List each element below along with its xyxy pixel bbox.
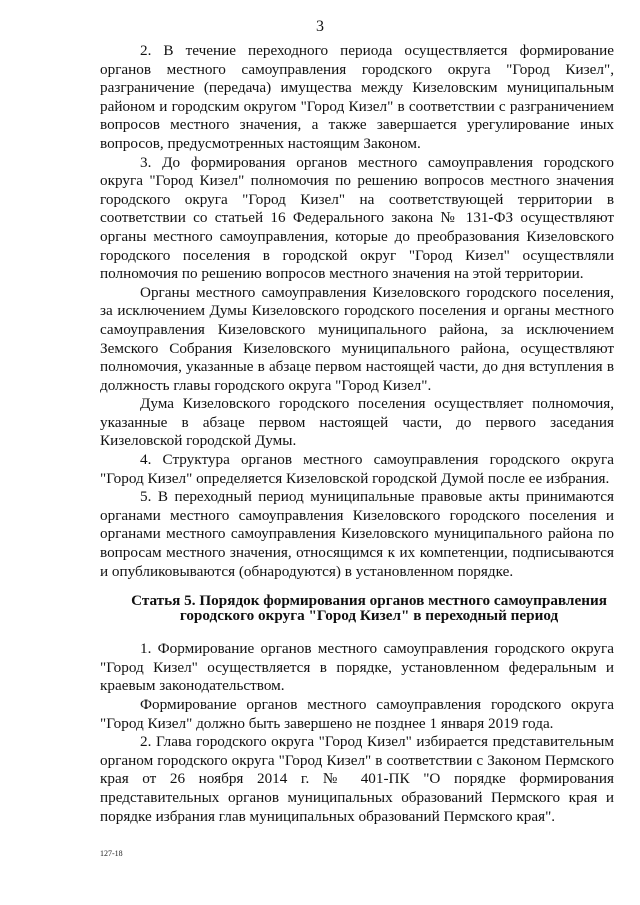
paragraph-transition-period: 2. В течение переходного периода осуществляется формирование органов местного самоуправления городского округа "Город Кизел", разграничение (передача) имущества между Кизеловским муниципальным районом и городским округом "Город Кизел" в соответствии с разграничением вопросов местного значения, а также завершается урегулирование иных вопросов, предусмотренных настоящим Законом. [100, 42, 614, 152]
paragraph-head-election: 2. Глава городского округа "Город Кизел" избирается представительным органом городского округа "Город Кизел" в соответствии с Законом Пермского края от 26 ноября 2014 г. № 401-ПК "О порядке формирования представительных органов муниципальных образований Пермского края и порядке избрания глав муниципальных образований Пермского края". [100, 733, 614, 825]
paragraph-legal-acts: 5. В переходный период муниципальные правовые акты принимаются органами местного самоуправления Кизеловского городского поселения и органами местного самоуправления Кизеловского муниципального района по вопросам местного значения, относящимся к их компетенции, подписываются и опубликовываются (обнародуются) в установленном порядке. [100, 488, 614, 580]
paragraph-duma-powers: Дума Кизеловского городского поселения осуществляет полномочия, указанные в абзаце первом настоящей части, до первого заседания Кизеловской городской Думы. [100, 395, 614, 450]
paragraph-structure: 4. Структура органов местного самоуправления городского округа "Город Кизел" определяется Кизеловской городской Думой после ее избрания. [100, 451, 614, 487]
document-code: 127-18 [100, 849, 123, 858]
document-body [100, 42, 614, 826]
paragraph-powers-before-formation: 3. До формирования органов местного самоуправления городского округа "Город Кизел" полномочия по решению вопросов местного значения городского округа "Город Кизел" на соответствующей территории в соответствии со статьей 16 Федерального закона № 131-ФЗ осуществляют органы местного самоуправления, которые до преобразования Кизеловского городского поселения в городской округ "Город Кизел" осуществляли полномочия по решению вопросов местного значения на этой территории. [100, 153, 614, 283]
paragraph-formation-order: 1. Формирование органов местного самоуправления городского округа "Город Кизел" осуществляется в порядке, установленном федеральным и краевым законодательством. [100, 640, 614, 695]
page-number: 3 [316, 18, 324, 35]
paragraph-formation-deadline: Формирование органов местного самоуправления городского округа "Город Кизел" должно быть завершено не позднее 1 января 2019 года. [100, 696, 614, 732]
article-5-heading: Статья 5. Порядок формирования органов местного самоуправления городского округа "Город Кизел" в переходный период [131, 592, 607, 625]
paragraph-bodies-exceptions: Органы местного самоуправления Кизеловского городского поселения, за исключением Думы Кизеловского городского поселения и органы местного самоуправления Кизеловского муниципального района, за исключением Земского Собрания Кизеловского муниципального района, осуществляют полномочия, указанные в абзаце первом настоящей части, до дня вступления в должность главы городского округа "Город Кизел". [100, 283, 614, 394]
